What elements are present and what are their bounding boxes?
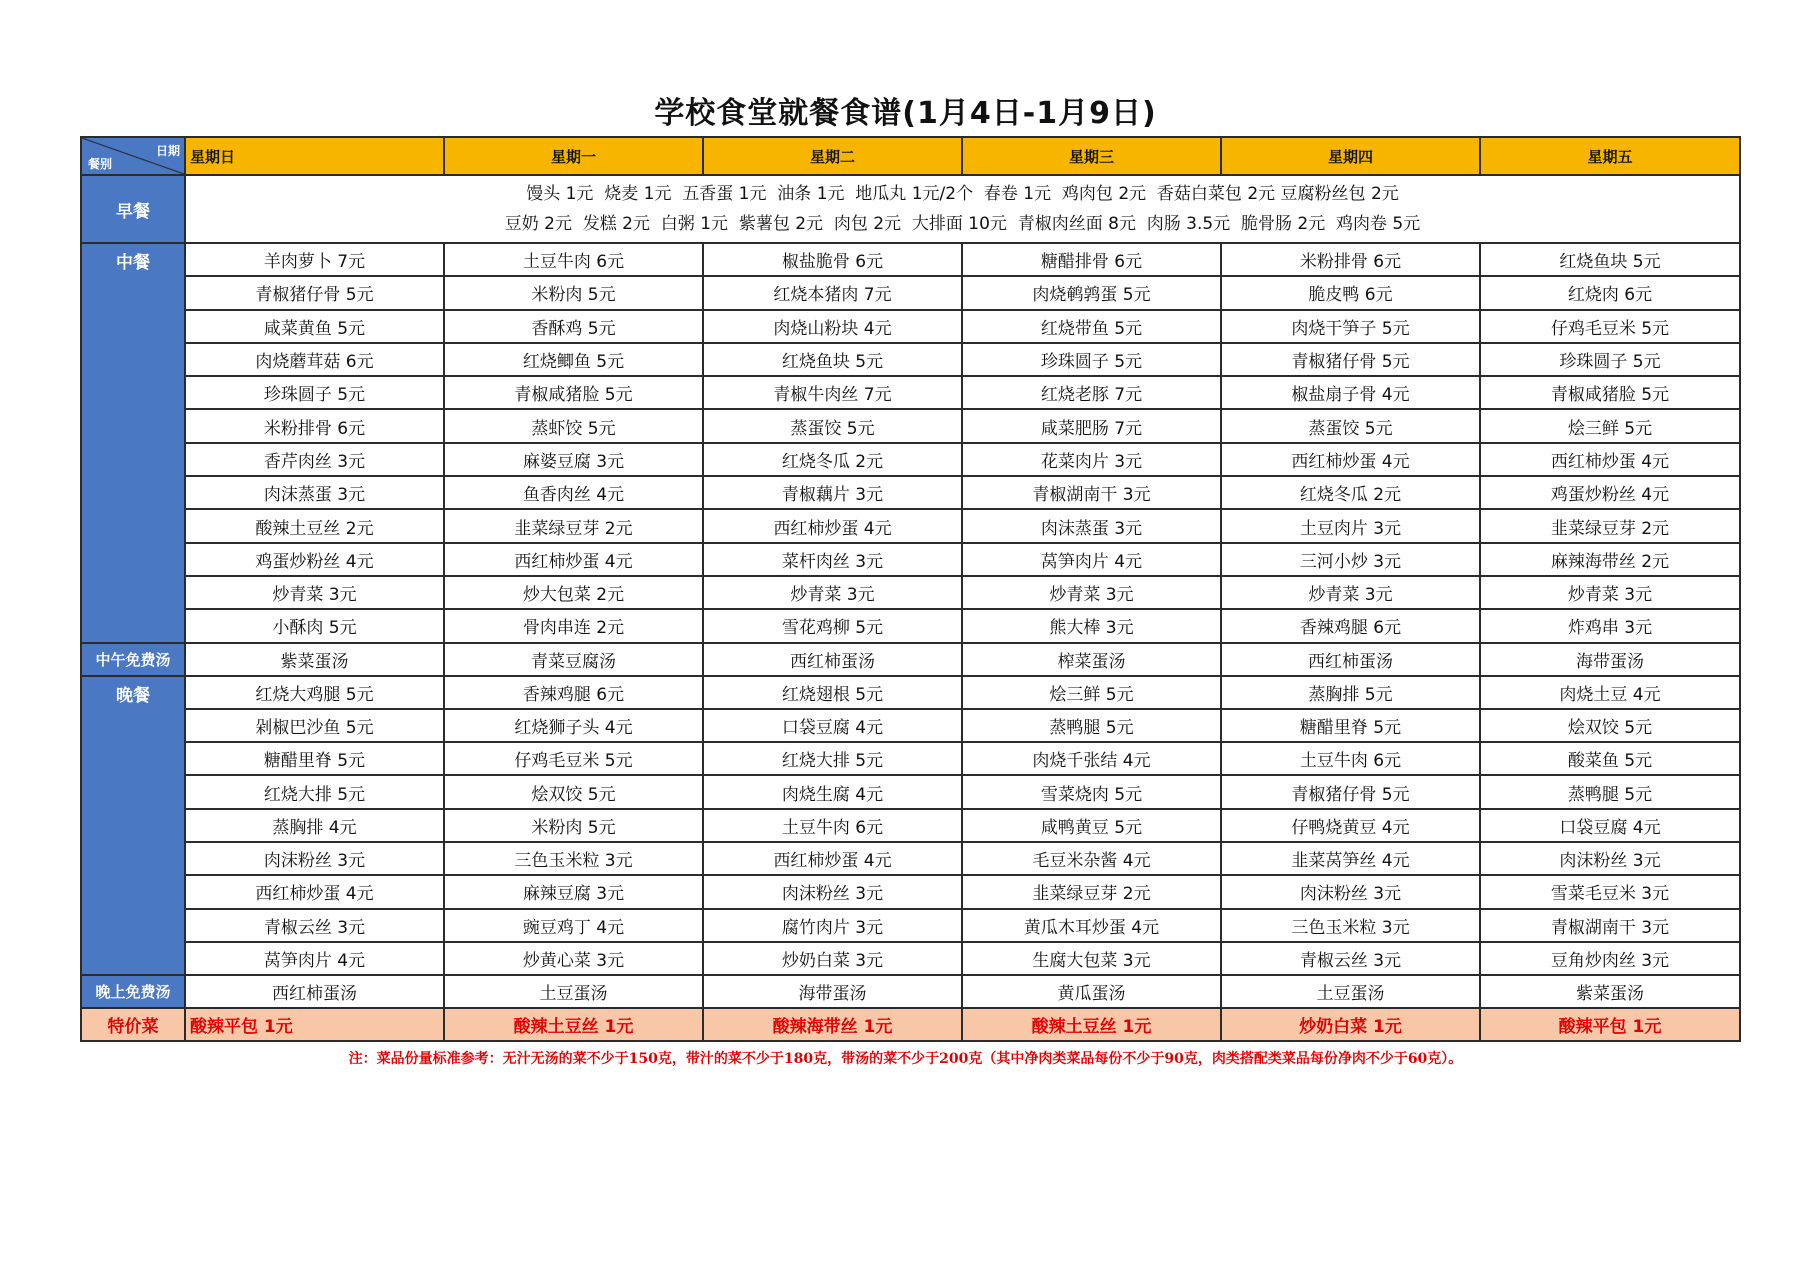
soup-cell: 青菜豆腐汤 <box>444 643 703 676</box>
breakfast-line-2: 豆奶 2元 发糕 2元 白粥 1元 紫薯包 2元 肉包 2元 大排面 10元 青椒肉丝面 8元 肉肠 3.5元 脆骨肠 2元 鸡肉卷 5元 <box>504 214 1421 234</box>
dish-cell: 香辣鸡腿 6元 <box>1221 609 1480 642</box>
dish-cell: 土豆肉片 3元 <box>1221 509 1480 542</box>
corner-cell <box>81 137 185 175</box>
lunch-row <box>81 276 1740 309</box>
dish-cell: 青椒藕片 3元 <box>703 476 962 509</box>
dish-cell: 红烧鲫鱼 5元 <box>444 343 703 376</box>
dish-cell: 香酥鸡 5元 <box>444 310 703 343</box>
dish-cell: 红烧老豚 7元 <box>962 376 1221 409</box>
dinner-row <box>81 775 1740 808</box>
dish-cell: 仔鸭烧黄豆 4元 <box>1221 809 1480 842</box>
dish-cell: 蒸蛋饺 5元 <box>703 409 962 442</box>
day-header: 星期日 <box>185 137 444 175</box>
dish-cell: 肉沫粉丝 3元 <box>1480 842 1740 875</box>
dish-cell: 鱼香肉丝 4元 <box>444 476 703 509</box>
dish-cell: 炒大包菜 2元 <box>444 576 703 609</box>
dish-cell: 肉沫蒸蛋 3元 <box>962 509 1221 542</box>
dish-cell: 珍珠圆子 5元 <box>1480 343 1740 376</box>
day-header: 星期二 <box>703 137 962 175</box>
dish-cell: 生腐大包菜 3元 <box>962 942 1221 975</box>
dish-cell: 蒸胸排 4元 <box>185 809 444 842</box>
dish-cell: 糖醋排骨 6元 <box>962 243 1221 276</box>
dish-cell: 红烧冬瓜 2元 <box>1221 476 1480 509</box>
header-row <box>81 137 1740 175</box>
lunch-row <box>81 409 1740 442</box>
day-header: 星期三 <box>962 137 1221 175</box>
dish-cell: 红烧狮子头 4元 <box>444 709 703 742</box>
dish-cell: 西红柿炒蛋 4元 <box>703 842 962 875</box>
corner-meal-label: 餐别 <box>88 157 113 171</box>
dish-cell: 红烧肉 6元 <box>1480 276 1740 309</box>
dish-cell: 肉沫粉丝 3元 <box>1221 875 1480 908</box>
dish-cell: 雪花鸡柳 5元 <box>703 609 962 642</box>
day-header: 星期四 <box>1221 137 1480 175</box>
dish-cell: 韭菜绿豆芽 2元 <box>962 875 1221 908</box>
lunch-row <box>81 243 1740 276</box>
special-cell: 酸辣平包 1元 <box>185 1008 444 1041</box>
dish-cell: 韭菜绿豆芽 2元 <box>444 509 703 542</box>
dish-cell: 咸鸭黄豆 5元 <box>962 809 1221 842</box>
soup-cell: 土豆蛋汤 <box>1221 975 1480 1008</box>
dish-cell: 青椒云丝 3元 <box>185 909 444 942</box>
dish-cell: 咸菜肥肠 7元 <box>962 409 1221 442</box>
special-cell: 酸辣土豆丝 1元 <box>962 1008 1221 1041</box>
soup-cell: 海带蛋汤 <box>1480 643 1740 676</box>
dish-cell: 红烧大鸡腿 5元 <box>185 676 444 709</box>
dish-cell: 酸菜鱼 5元 <box>1480 742 1740 775</box>
dinner-row <box>81 742 1740 775</box>
dish-cell: 莴笋肉片 4元 <box>962 543 1221 576</box>
dish-cell: 炒青菜 3元 <box>1221 576 1480 609</box>
special-cell: 炒奶白菜 1元 <box>1221 1008 1480 1041</box>
dish-cell: 蒸胸排 5元 <box>1221 676 1480 709</box>
menu-table <box>80 136 1741 1042</box>
dish-cell: 米粉排骨 6元 <box>185 409 444 442</box>
dish-cell: 炒青菜 3元 <box>185 576 444 609</box>
dish-cell: 脆皮鸭 6元 <box>1221 276 1480 309</box>
dish-cell: 青椒湖南干 3元 <box>962 476 1221 509</box>
dish-cell: 烩双饺 5元 <box>444 775 703 808</box>
dish-cell: 土豆牛肉 6元 <box>444 243 703 276</box>
dish-cell: 麻辣海带丝 2元 <box>1480 543 1740 576</box>
dish-cell: 肉烧山粉块 4元 <box>703 310 962 343</box>
dish-cell: 椒盐扇子骨 4元 <box>1221 376 1480 409</box>
soup-cell: 土豆蛋汤 <box>444 975 703 1008</box>
special-cell: 酸辣土豆丝 1元 <box>444 1008 703 1041</box>
dish-cell: 肉烧干笋子 5元 <box>1221 310 1480 343</box>
dish-cell: 小酥肉 5元 <box>185 609 444 642</box>
dish-cell: 烩三鲜 5元 <box>962 676 1221 709</box>
dinner-row <box>81 709 1740 742</box>
dish-cell: 雪菜烧肉 5元 <box>962 775 1221 808</box>
dish-cell: 红烧带鱼 5元 <box>962 310 1221 343</box>
dish-cell: 肉沫粉丝 3元 <box>185 842 444 875</box>
dish-cell: 口袋豆腐 4元 <box>703 709 962 742</box>
dish-cell: 珍珠圆子 5元 <box>185 376 444 409</box>
dish-cell: 腐竹肉片 3元 <box>703 909 962 942</box>
dish-cell: 咸菜黄鱼 5元 <box>185 310 444 343</box>
dish-cell: 蒸虾饺 5元 <box>444 409 703 442</box>
day-header: 星期一 <box>444 137 703 175</box>
dinner-row <box>81 842 1740 875</box>
dish-cell: 青椒云丝 3元 <box>1221 942 1480 975</box>
dinner-row <box>81 942 1740 975</box>
dish-cell: 肉沫蒸蛋 3元 <box>185 476 444 509</box>
soup-cell: 榨菜蛋汤 <box>962 643 1221 676</box>
dish-cell: 炒奶白菜 3元 <box>703 942 962 975</box>
dinner-soup-row <box>81 975 1740 1008</box>
dish-cell: 红烧鱼块 5元 <box>703 343 962 376</box>
dish-cell: 青椒咸猪脸 5元 <box>1480 376 1740 409</box>
lunch-row <box>81 509 1740 542</box>
lunch-soup-row <box>81 643 1740 676</box>
dinner-row <box>81 909 1740 942</box>
soup-cell: 海带蛋汤 <box>703 975 962 1008</box>
dish-cell: 黄瓜木耳炒蛋 4元 <box>962 909 1221 942</box>
dish-cell: 骨肉串连 2元 <box>444 609 703 642</box>
dinner_soup-label: 晚上免费汤 <box>81 975 185 1008</box>
dish-cell: 米粉肉 5元 <box>444 809 703 842</box>
dish-cell: 鸡蛋炒粉丝 4元 <box>185 543 444 576</box>
dish-cell: 炸鸡串 3元 <box>1480 609 1740 642</box>
page-title: 学校食堂就餐食谱(1月4日-1月9日) <box>654 96 1157 131</box>
soup-cell: 西红柿蛋汤 <box>1221 643 1480 676</box>
dish-cell: 仔鸡毛豆米 5元 <box>1480 310 1740 343</box>
dish-cell: 肉烧蘑茸菇 6元 <box>185 343 444 376</box>
dish-cell: 仔鸡毛豆米 5元 <box>444 742 703 775</box>
lunch-row <box>81 476 1740 509</box>
dish-cell: 剁椒巴沙鱼 5元 <box>185 709 444 742</box>
lunch-row <box>81 576 1740 609</box>
soup-cell: 西红柿蛋汤 <box>703 643 962 676</box>
corner-date-label: 日期 <box>155 144 180 158</box>
dish-cell: 土豆牛肉 6元 <box>1221 742 1480 775</box>
dish-cell: 口袋豆腐 4元 <box>1480 809 1740 842</box>
dish-cell: 肉烧生腐 4元 <box>703 775 962 808</box>
dish-cell: 韭菜莴笋丝 4元 <box>1221 842 1480 875</box>
lunch-row <box>81 609 1740 642</box>
dish-cell: 炒青菜 3元 <box>962 576 1221 609</box>
dish-cell: 西红柿炒蛋 4元 <box>185 875 444 908</box>
lunch-label: 中餐 <box>81 243 185 643</box>
dish-cell: 韭菜绿豆芽 2元 <box>1480 509 1740 542</box>
special-label: 特价菜 <box>81 1008 185 1041</box>
dish-cell: 蒸蛋饺 5元 <box>1221 409 1480 442</box>
soup-cell: 黄瓜蛋汤 <box>962 975 1221 1008</box>
dish-cell: 烩双饺 5元 <box>1480 709 1740 742</box>
dish-cell: 三色玉米粒 3元 <box>444 842 703 875</box>
dish-cell: 青椒牛肉丝 7元 <box>703 376 962 409</box>
dish-cell: 西红柿炒蛋 4元 <box>1221 443 1480 476</box>
dish-cell: 西红柿炒蛋 4元 <box>703 509 962 542</box>
dish-cell: 青椒猪仔骨 5元 <box>1221 343 1480 376</box>
lunch-row <box>81 543 1740 576</box>
dinner-row <box>81 809 1740 842</box>
dish-cell: 羊肉萝卜 7元 <box>185 243 444 276</box>
lunch-row <box>81 343 1740 376</box>
dish-cell: 青椒咸猪脸 5元 <box>444 376 703 409</box>
dish-cell: 青椒湖南干 3元 <box>1480 909 1740 942</box>
dish-cell: 豌豆鸡丁 4元 <box>444 909 703 942</box>
dish-cell: 肉沫粉丝 3元 <box>703 875 962 908</box>
dish-cell: 西红柿炒蛋 4元 <box>1480 443 1740 476</box>
dish-cell: 红烧大排 5元 <box>703 742 962 775</box>
dish-cell: 熊大棒 3元 <box>962 609 1221 642</box>
soup-cell: 紫菜蛋汤 <box>1480 975 1740 1008</box>
dish-cell: 麻辣豆腐 3元 <box>444 875 703 908</box>
lunch_soup-label: 中午免费汤 <box>81 643 185 676</box>
dish-cell: 花菜肉片 3元 <box>962 443 1221 476</box>
special-cell: 酸辣平包 1元 <box>1480 1008 1740 1041</box>
dish-cell: 炒青菜 3元 <box>703 576 962 609</box>
dish-cell: 三色玉米粒 3元 <box>1221 909 1480 942</box>
dish-cell: 红烧冬瓜 2元 <box>703 443 962 476</box>
dish-cell: 蒸鸭腿 5元 <box>1480 775 1740 808</box>
portion-note: 注：菜品份量标准参考：无汁无汤的菜不少于150克，带汁的菜不少于180克，带汤的菜不少于200克（其中净肉类菜品每份不少于90克，肉类搭配类菜品每份净肉不少于60克）。 <box>348 1051 1463 1067</box>
dish-cell: 珍珠圆子 5元 <box>962 343 1221 376</box>
dish-cell: 三河小炒 3元 <box>1221 543 1480 576</box>
special-row <box>81 1008 1740 1041</box>
dish-cell: 莴笋肉片 4元 <box>185 942 444 975</box>
dish-cell: 红烧鱼块 5元 <box>1480 243 1740 276</box>
breakfast-items <box>185 175 1740 243</box>
dish-cell: 菜杆肉丝 3元 <box>703 543 962 576</box>
dish-cell: 米粉肉 5元 <box>444 276 703 309</box>
dish-cell: 炒青菜 3元 <box>1480 576 1740 609</box>
dish-cell: 毛豆米杂酱 4元 <box>962 842 1221 875</box>
dish-cell: 雪菜毛豆米 3元 <box>1480 875 1740 908</box>
soup-cell: 西红柿蛋汤 <box>185 975 444 1008</box>
dish-cell: 蒸鸭腿 5元 <box>962 709 1221 742</box>
breakfast-row <box>81 175 1740 243</box>
dish-cell: 肉烧千张结 4元 <box>962 742 1221 775</box>
dish-cell: 青椒猪仔骨 5元 <box>1221 775 1480 808</box>
dish-cell: 糖醋里脊 5元 <box>1221 709 1480 742</box>
dish-cell: 红烧大排 5元 <box>185 775 444 808</box>
dish-cell: 香辣鸡腿 6元 <box>444 676 703 709</box>
menu-body <box>81 175 1740 1041</box>
dish-cell: 糖醋里脊 5元 <box>185 742 444 775</box>
dish-cell: 红烧翅根 5元 <box>703 676 962 709</box>
dish-cell: 土豆牛肉 6元 <box>703 809 962 842</box>
dish-cell: 青椒猪仔骨 5元 <box>185 276 444 309</box>
breakfast-line-1: 馒头 1元 烧麦 1元 五香蛋 1元 油条 1元 地瓜丸 1元/2个 春卷 1元 鸡肉包 2元 香菇白菜包 2元 豆腐粉丝包 2元 <box>526 184 1399 204</box>
dinner-row <box>81 875 1740 908</box>
dinner-label: 晚餐 <box>81 676 185 976</box>
dinner-row <box>81 676 1740 709</box>
dish-cell: 酸辣土豆丝 2元 <box>185 509 444 542</box>
lunch-row <box>81 376 1740 409</box>
dish-cell: 西红柿炒蛋 4元 <box>444 543 703 576</box>
dish-cell: 香芹肉丝 3元 <box>185 443 444 476</box>
special-cell: 酸辣海带丝 1元 <box>703 1008 962 1041</box>
dish-cell: 烩三鲜 5元 <box>1480 409 1740 442</box>
dish-cell: 红烧本猪肉 7元 <box>703 276 962 309</box>
soup-cell: 紫菜蛋汤 <box>185 643 444 676</box>
dish-cell: 肉烧鹌鹑蛋 5元 <box>962 276 1221 309</box>
dish-cell: 肉烧土豆 4元 <box>1480 676 1740 709</box>
dish-cell: 炒黄心菜 3元 <box>444 942 703 975</box>
dish-cell: 麻婆豆腐 3元 <box>444 443 703 476</box>
dish-cell: 豆角炒肉丝 3元 <box>1480 942 1740 975</box>
breakfast-label: 早餐 <box>81 175 185 243</box>
day-header: 星期五 <box>1480 137 1740 175</box>
dish-cell: 米粉排骨 6元 <box>1221 243 1480 276</box>
dish-cell: 鸡蛋炒粉丝 4元 <box>1480 476 1740 509</box>
lunch-row <box>81 443 1740 476</box>
dish-cell: 椒盐脆骨 6元 <box>703 243 962 276</box>
lunch-row <box>81 310 1740 343</box>
